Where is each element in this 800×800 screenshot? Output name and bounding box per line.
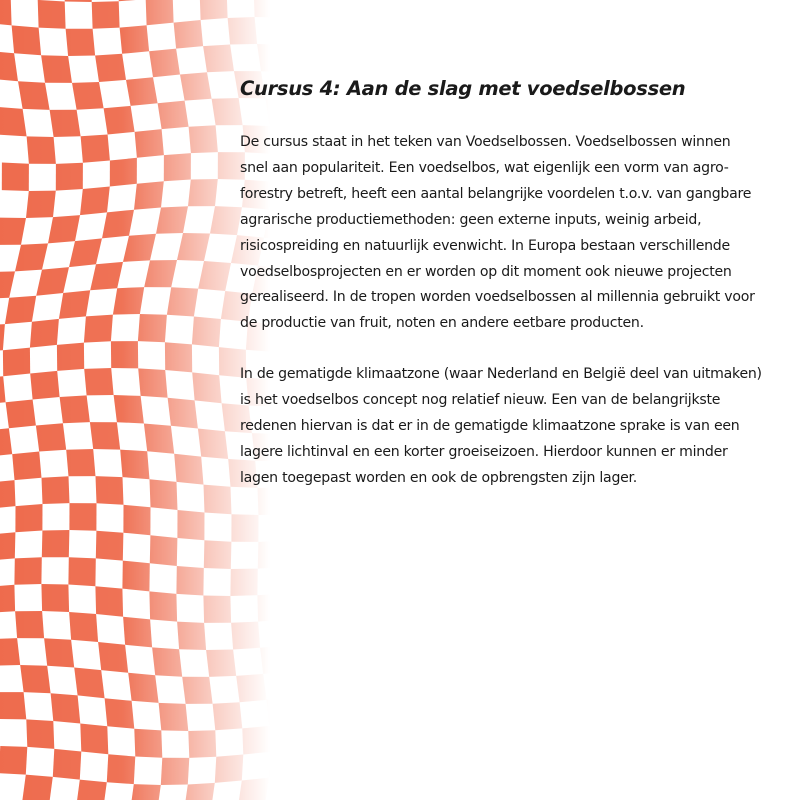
pattern-square	[231, 622, 260, 650]
pattern-square	[41, 584, 69, 612]
pattern-square	[113, 287, 144, 315]
pattern-square	[26, 191, 56, 218]
pattern-square	[0, 107, 27, 137]
pattern-square	[18, 81, 50, 110]
pattern-square	[149, 49, 180, 78]
pattern-square	[38, 0, 66, 29]
pattern-square	[107, 754, 136, 784]
pattern-square	[126, 77, 158, 106]
pattern-square	[0, 51, 18, 81]
pattern-square	[74, 668, 104, 699]
pattern-square	[80, 724, 108, 755]
pattern-square	[48, 215, 80, 243]
pattern-square	[122, 561, 149, 592]
pattern-square	[206, 650, 236, 677]
pattern-square	[200, 0, 228, 20]
pattern-square	[257, 44, 270, 73]
pattern-square	[213, 702, 243, 730]
text-line: de productie van fruit, noten en andere eetbare producten.	[240, 315, 644, 332]
pattern-square	[44, 638, 74, 667]
pattern-square	[0, 428, 12, 457]
pattern-square	[152, 647, 182, 676]
article	[240, 74, 770, 517]
pattern-square	[42, 476, 70, 504]
pattern-square	[66, 449, 95, 476]
pattern-square	[164, 153, 191, 181]
pattern-square	[3, 348, 30, 377]
pattern-square	[36, 267, 69, 296]
pattern-square	[236, 674, 266, 702]
text-line: In de gematigde klimaatzone (waar Nederland en België deel van uitmaken)	[240, 366, 762, 383]
pattern-square	[192, 372, 221, 403]
pattern-square	[41, 55, 72, 83]
pattern-square	[189, 125, 218, 153]
text-line: gerealiseerd. In de tropen worden voedselbossen al millennia gebruikt voor	[240, 289, 755, 306]
pattern-square	[72, 82, 104, 110]
pattern-square	[111, 341, 138, 368]
checkered-pattern-decoration	[0, 0, 270, 800]
pattern-square	[120, 450, 149, 480]
pattern-square	[20, 665, 50, 693]
pattern-square	[0, 480, 16, 509]
pattern-square	[102, 210, 134, 239]
pattern-square	[134, 181, 164, 210]
pattern-square	[210, 206, 242, 235]
pattern-square	[69, 612, 98, 642]
pattern-square	[6, 400, 36, 429]
pattern-square	[0, 324, 5, 352]
pattern-square	[188, 179, 218, 206]
pattern-square	[188, 730, 216, 758]
pattern-square	[95, 54, 126, 82]
pattern-square	[66, 29, 96, 56]
pattern-square	[198, 261, 231, 291]
pattern-square	[138, 314, 167, 342]
pattern-square	[80, 187, 110, 216]
pattern-square	[76, 780, 107, 800]
pattern-square	[57, 343, 84, 371]
pattern-square	[92, 1, 120, 29]
pattern-square	[0, 692, 26, 719]
pattern-square	[203, 45, 234, 73]
pattern-square	[0, 638, 20, 666]
pattern-square	[228, 17, 258, 45]
pattern-square	[128, 673, 158, 703]
pattern-square	[238, 778, 269, 800]
pattern-square	[177, 233, 210, 261]
pattern-square	[104, 106, 135, 135]
pattern-square	[53, 749, 82, 780]
pattern-square	[254, 0, 270, 17]
pattern-square	[26, 719, 54, 749]
text-line: De cursus staat in het teken van Voedselbossen. Voedselbossen winnen	[240, 134, 731, 150]
pattern-square	[198, 429, 228, 460]
pattern-square	[167, 287, 198, 316]
pattern-square	[204, 485, 232, 515]
pattern-square	[27, 136, 56, 164]
text-line: lagere lichtinval en een korter groeiseizoen. Hierdoor kunnen er minder	[240, 443, 728, 460]
pattern-square	[158, 101, 189, 130]
pattern-square	[2, 163, 29, 192]
pattern-square	[165, 342, 192, 372]
pattern-square	[12, 452, 41, 481]
pattern-square	[42, 530, 70, 557]
pattern-square	[159, 703, 189, 731]
pattern-square	[138, 368, 167, 397]
pattern-square	[84, 315, 113, 343]
text-line: voedselbosprojecten en er worden op dit moment ook nieuwe projecten	[240, 263, 732, 280]
page-title: Cursus 4: Aan de slag met voedselbossen	[240, 77, 686, 100]
pattern-square	[90, 262, 123, 290]
pattern-square	[0, 0, 12, 25]
pattern-square	[180, 72, 212, 100]
pattern-square	[84, 368, 113, 395]
pattern-square	[81, 135, 110, 163]
pattern-square	[123, 617, 152, 648]
paragraph-1	[240, 130, 770, 337]
pattern-square	[36, 423, 66, 451]
pattern-square	[0, 218, 26, 245]
pattern-square	[146, 0, 174, 25]
text-line: lagen toegepast worden en ook de opbrengsten zijn lager.	[240, 469, 638, 486]
text-line: agrarische productiemethoden: geen externe inputs, weinig arbeid,	[240, 211, 702, 228]
pattern-square	[242, 726, 270, 755]
pattern-square	[0, 746, 27, 775]
pattern-square	[184, 783, 215, 800]
pattern-square	[15, 504, 42, 532]
pattern-square	[161, 758, 190, 785]
pattern-square	[14, 557, 41, 585]
pattern-square	[123, 234, 156, 262]
pattern-square	[15, 611, 44, 638]
pattern-square	[95, 586, 123, 617]
pattern-square	[119, 0, 146, 1]
text-line: redenen hiervan is dat er in de gematigde klimaatzone sprake is van een	[240, 418, 740, 435]
pattern-square	[90, 422, 120, 450]
pattern-square	[114, 395, 144, 424]
pattern-square	[182, 677, 212, 704]
paragraph-2	[240, 362, 770, 492]
pattern-square	[0, 271, 15, 299]
pattern-square	[59, 290, 90, 319]
pattern-square	[150, 479, 178, 510]
text-line: risicospreiding en natuurlijk evenwicht. In Europa bestaan verschillende	[240, 237, 730, 254]
pattern-square	[156, 206, 188, 234]
pattern-square	[98, 642, 128, 673]
pattern-square	[105, 698, 135, 729]
pattern-square	[69, 238, 102, 267]
text-line: is het voedselbos concept nog relatief nieuw. Een van de belangrijkste	[240, 392, 721, 409]
pattern-square	[0, 585, 15, 613]
pattern-square	[96, 531, 124, 561]
pattern-square	[22, 775, 53, 800]
pattern-square	[168, 398, 198, 429]
pattern-square	[0, 532, 15, 560]
pattern-square	[176, 566, 203, 596]
pattern-square	[15, 243, 48, 271]
pattern-square	[110, 158, 137, 187]
pattern-square	[68, 557, 95, 586]
pattern-square	[51, 693, 81, 723]
text-line: snel aan populariteit. Een voedselbos, wat eigenlijk een vorm van agro-	[240, 159, 729, 176]
pattern-square	[96, 476, 124, 505]
pattern-square	[204, 540, 232, 569]
pattern-square	[69, 503, 96, 531]
pattern-square	[56, 163, 83, 191]
pattern-square	[177, 510, 204, 540]
pattern-square	[174, 454, 203, 485]
pattern-square	[230, 569, 257, 596]
pattern-square	[192, 317, 221, 348]
pattern-square	[260, 645, 270, 674]
pattern-square	[257, 593, 270, 621]
pattern-square	[123, 505, 150, 536]
pattern-square	[203, 596, 231, 623]
pattern-square	[149, 591, 177, 621]
pattern-square	[150, 535, 178, 566]
pattern-square	[135, 129, 164, 158]
pattern-square	[212, 98, 243, 125]
text-line: forestry betreft, heeft een aantal belangrijke voordelen t.o.v. van gangbare	[240, 185, 752, 202]
pattern-square	[120, 25, 150, 54]
pattern-square	[50, 110, 81, 137]
pattern-square	[12, 25, 41, 55]
pattern-square	[258, 541, 270, 569]
pattern-square	[30, 371, 59, 400]
pattern-square	[60, 395, 90, 423]
pattern-square	[177, 622, 206, 650]
pattern-square	[231, 514, 258, 542]
pattern-square	[215, 755, 244, 783]
pattern-square	[134, 729, 162, 758]
pattern-square	[30, 319, 59, 348]
pattern-square	[174, 20, 204, 49]
pattern-square	[0, 376, 6, 405]
pattern-square	[267, 697, 270, 726]
pattern-square	[130, 784, 161, 800]
pattern-square	[5, 296, 36, 324]
pattern-square	[65, 0, 92, 2]
pattern-square	[269, 749, 270, 778]
pattern-square	[144, 260, 177, 287]
pattern-square	[144, 424, 174, 454]
